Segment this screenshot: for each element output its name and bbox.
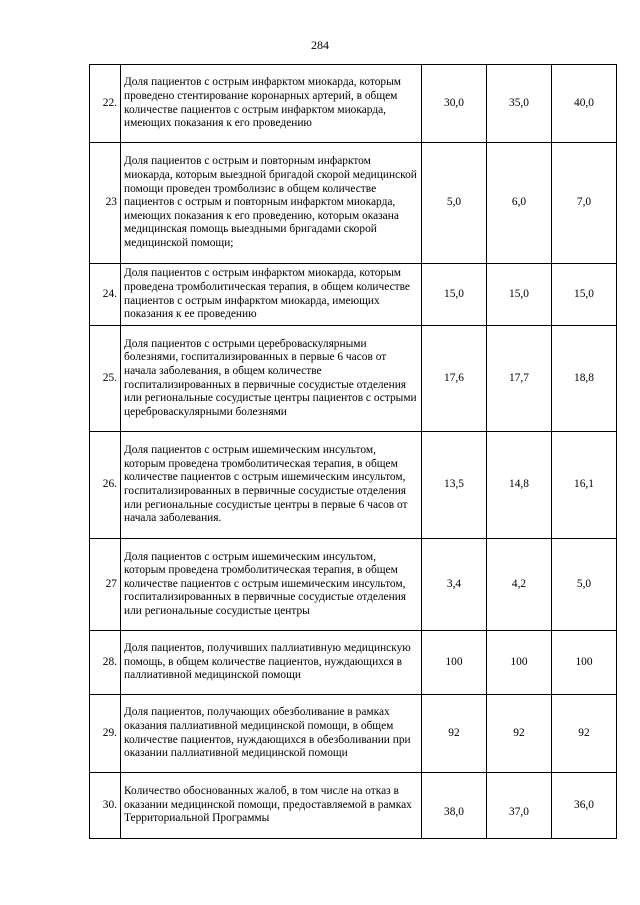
- value-col-1: 17,6: [422, 326, 487, 432]
- table-row: [90, 539, 617, 631]
- page-number: 284: [311, 38, 329, 52]
- value-col-3: 100: [552, 631, 617, 695]
- table-row: [90, 65, 617, 143]
- row-number: 25.: [90, 326, 121, 432]
- value-col-2: 6,0: [487, 143, 552, 264]
- value-col-1: 15,0: [422, 264, 487, 326]
- row-number: 30.: [90, 773, 121, 839]
- indicator-text: Доля пациентов с острым инфарктом миокарда, которым проведена тромболитическая терапия, в общем количестве пациентов с острым инфарктом миокарда, имеющих показания к ее проведению: [121, 264, 422, 326]
- table-row: [90, 631, 617, 695]
- value-col-1: 5,0: [422, 143, 487, 264]
- value-col-3: 92: [552, 695, 617, 773]
- indicator-text: Количество обоснованных жалоб, в том числе на отказ в оказании медицинской помощи, предоставляемой в рамках Территориальной Программы: [121, 773, 422, 839]
- table-row: [90, 326, 617, 432]
- value-col-1: 13,5: [422, 432, 487, 539]
- row-number: 26.: [90, 432, 121, 539]
- value-col-3: 40,0: [552, 65, 617, 143]
- indicator-text: Доля пациентов, получающих обезболивание в рамках оказания паллиативной медицинской помощи, в общем количестве пациентов, нуждающихся в обезболивании при оказании паллиативной медицинской помощи: [121, 695, 422, 773]
- value-col-2: 17,7: [487, 326, 552, 432]
- value-col-3: 7,0: [552, 143, 617, 264]
- row-number: 22.: [90, 65, 121, 143]
- row-number: 29.: [90, 695, 121, 773]
- table-row: [90, 432, 617, 539]
- value-col-1: 100: [422, 631, 487, 695]
- value-col-3: 18,8: [552, 326, 617, 432]
- indicator-text: Доля пациентов с острыми цереброваскулярными болезнями, госпитализированных в первые 6 часов от начала заболевания, в общем количестве госпитализированных в первичные сосудистые отделения или региональные сосудистые центры пациентов с острыми цереброваскулярными болезнями: [121, 326, 422, 432]
- table-row: [90, 264, 617, 326]
- indicator-text: Доля пациентов, получивших паллиативную медицинскую помощь, в общем количестве пациентов, нуждающихся в паллиативной медицинской помощи: [121, 631, 422, 695]
- value-col-2: 14,8: [487, 432, 552, 539]
- value-col-1: 38,0: [422, 773, 487, 839]
- value-col-2: 35,0: [487, 65, 552, 143]
- indicator-text: Доля пациентов с острым и повторным инфарктом миокарда, которым выездной бригадой скорой медицинской помощи проведен тромболизис в общем количестве пациентов с острым и повторным инфарктом миокарда, имеющих показания к его проведению, которым оказана медицинская помощь выездными бригадами скорой медицинской помощи;: [121, 143, 422, 264]
- table-row: [90, 773, 617, 839]
- value-col-3: 5,0: [552, 539, 617, 631]
- row-number: 27: [90, 539, 121, 631]
- value-col-2: 37,0: [487, 773, 552, 839]
- value-col-3: 16,1: [552, 432, 617, 539]
- value-col-2: 15,0: [487, 264, 552, 326]
- row-number: 23: [90, 143, 121, 264]
- table-row: [90, 143, 617, 264]
- indicator-text: Доля пациентов с острым ишемическим инсультом, которым проведена тромболитическая терапия, в общем количестве пациентов с острым ишемическим инсультом, госпитализированных в первичные сосудистые отделения или региональные сосудистые центры в первые 6 часов от начала заболевания.: [121, 432, 422, 539]
- indicator-text: Доля пациентов с острым ишемическим инсультом, которым проведена тромболитическая терапия, в общем количестве пациентов с острым ишемическим инсультом, госпитализированных в первичные сосудистые отделения или региональные сосудистые центры: [121, 539, 422, 631]
- value-col-1: 92: [422, 695, 487, 773]
- value-col-2: 4,2: [487, 539, 552, 631]
- value-col-3: 36,0: [552, 773, 617, 839]
- row-number: 28.: [90, 631, 121, 695]
- indicator-text: Доля пациентов с острым инфарктом миокарда, которым проведено стентирование коронарных артерий, в общем количестве пациентов с острым инфарктом миокарда, имеющих показания к его проведению: [121, 65, 422, 143]
- table-row: [90, 695, 617, 773]
- value-col-1: 30,0: [422, 65, 487, 143]
- row-number: 24.: [90, 264, 121, 326]
- value-col-1: 3,4: [422, 539, 487, 631]
- value-col-3: 15,0: [552, 264, 617, 326]
- indicators-table: [89, 64, 617, 839]
- value-col-2: 92: [487, 695, 552, 773]
- value-col-2: 100: [487, 631, 552, 695]
